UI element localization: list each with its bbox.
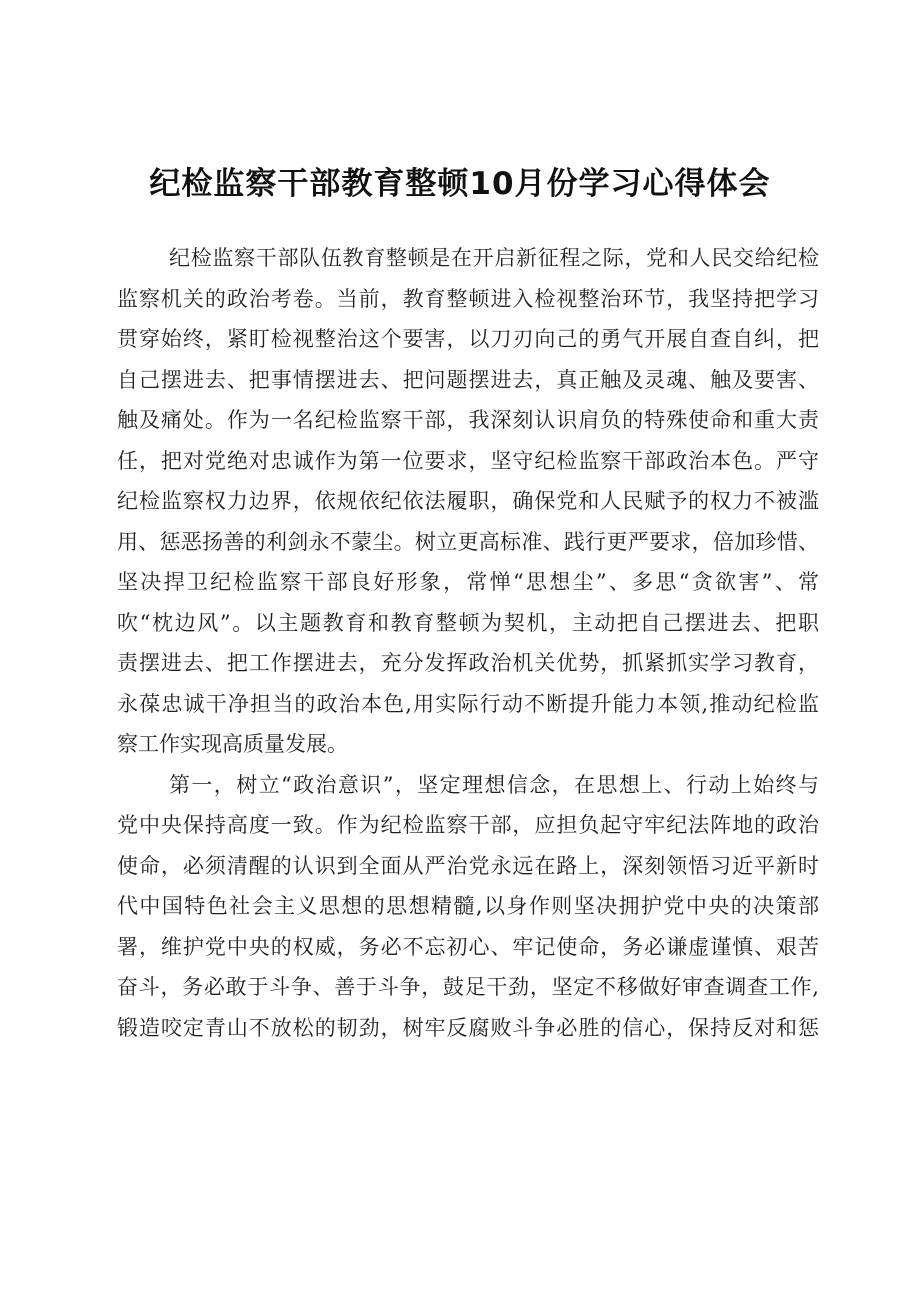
paragraph-1 (117, 238, 819, 765)
paragraph-line: 锻造咬定青山不放松的韧劲，树牢反腐败斗争必胜的信心，保持反对和惩 (117, 1015, 819, 1040)
paragraph-line: 坚决捍卫纪检监察干部良好形象，常惮“思想尘”、多思“贪欲害”、常 (117, 570, 819, 594)
paragraph-2 (117, 765, 819, 1049)
paragraph-line: 吹“枕边风”。以主题教育和教育整顿为契机，主动把自己摆进去、把职 (117, 610, 819, 635)
paragraph-line: 第一，树立“政治意识”，坚定理想信念，在思想上、行动上始终与 (169, 772, 819, 797)
paragraph-line: 代中国特色社会主义思想的思想精髓,以身作则坚决拥护党中央的决策部 (117, 894, 819, 918)
paragraph-line: 永葆忠诚干净担当的政治本色,用实际行动不断提升能力本领,推动纪检监 (117, 691, 819, 716)
paragraph-line: 责摆进去、把工作摆进去，充分发挥政治机关优势，抓紧抓实学习教育， (117, 651, 819, 675)
paragraph-line: 纪检监察干部队伍教育整顿是在开启新征程之际，党和人民交给纪检 (169, 246, 819, 270)
paragraph-line: 自己摆进去、把事情摆进去、把问题摆进去，真正触及灵魂、触及要害、 (117, 367, 819, 392)
paragraph-line: 触及痛处。作为一名纪检监察干部，我深刻认识肩负的特殊使命和重大责 (117, 408, 819, 432)
paragraph-line: 党中央保持高度一致。作为纪检监察干部，应担负起守牢纪法阵地的政治 (117, 813, 819, 837)
document-body (117, 238, 819, 1048)
document-title: 纪检监察干部教育整顿10月份学习心得体会 (149, 166, 771, 202)
paragraph-line: 贯穿始终，紧盯检视整治这个要害，以刀刃向己的勇气开展自查自纠，把 (117, 327, 819, 351)
paragraph-line: 署，维护党中央的权威，务必不忘初心、牢记使命，务必谦虚谨慎、艰苦 (117, 934, 819, 959)
paragraph-line: 用、惩恶扬善的利剑永不蒙尘。树立更高标准、践行更严要求，倍加珍惜、 (117, 529, 819, 554)
paragraph-line: 任，把对党绝对忠诚作为第一位要求，坚守纪检监察干部政治本色。严守 (117, 448, 819, 473)
paragraph-line: 使命，必须清醒的认识到全面从严治党永远在路上，深刻领悟习近平新时 (117, 853, 819, 878)
paragraph-line: 奋斗，务必敢于斗争、善于斗争，鼓足干劲，坚定不移做好审查调查工作, (117, 975, 819, 999)
paragraph-line: 察工作实现高质量发展。 (117, 732, 348, 756)
paragraph-line: 监察机关的政治考卷。当前，教育整顿进入检视整治环节，我坚持把学习 (117, 286, 819, 311)
paragraph-line: 纪检监察权力边界，依规依纪依法履职，确保党和人民赋予的权力不被滥 (117, 489, 819, 513)
